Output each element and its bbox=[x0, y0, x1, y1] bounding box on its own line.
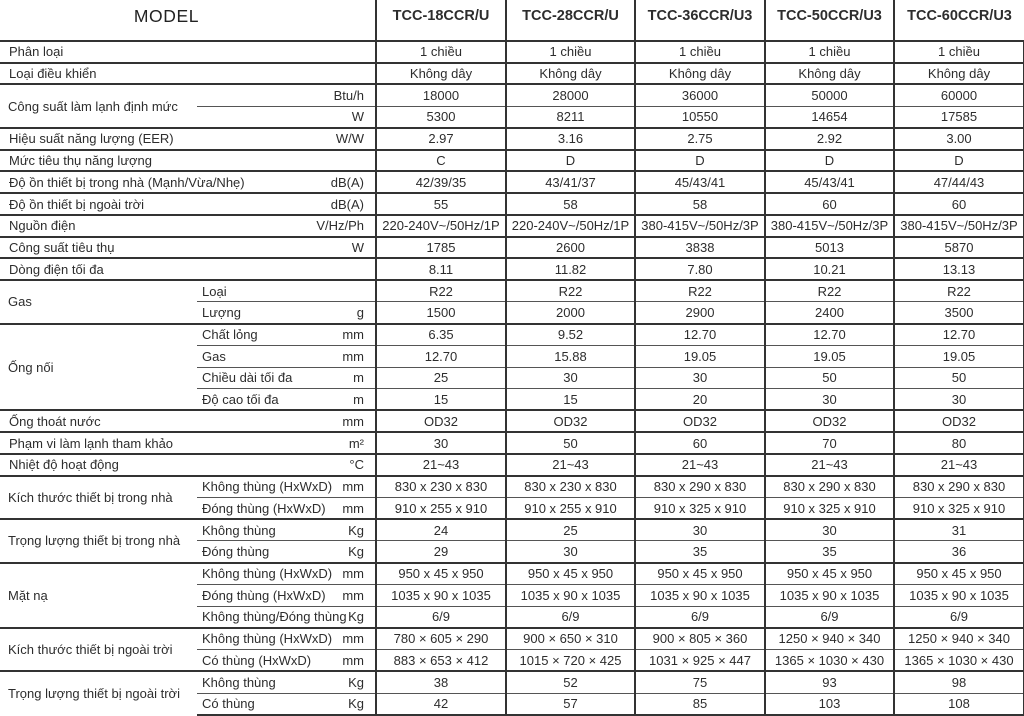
cell-value: 28000 bbox=[506, 84, 635, 106]
row-unit: dB(A) bbox=[330, 174, 364, 190]
row-unit: mm bbox=[342, 566, 364, 582]
table-row bbox=[0, 63, 1024, 85]
cell-value: 47/44/43 bbox=[894, 171, 1024, 193]
row-sublabel: Gas bbox=[202, 348, 226, 364]
cell-value: 70 bbox=[765, 432, 894, 454]
cell-value: 900 × 650 × 310 bbox=[506, 628, 635, 650]
cell-value: 50 bbox=[894, 367, 1024, 389]
table-row bbox=[0, 324, 1024, 346]
cell-value: 1035 x 90 x 1035 bbox=[894, 584, 1024, 606]
cell-value: 830 x 290 x 830 bbox=[894, 476, 1024, 498]
row-sublabel: Chất lỏng bbox=[202, 327, 258, 343]
cell-value: 1250 × 940 × 340 bbox=[894, 628, 1024, 650]
cell-value: 29 bbox=[376, 541, 506, 563]
row-unit: mm bbox=[342, 652, 364, 668]
cell-value: 21~43 bbox=[894, 454, 1024, 476]
cell-value: 3838 bbox=[635, 237, 765, 259]
cell-value: 5300 bbox=[376, 106, 506, 128]
cell-value: 2.75 bbox=[635, 128, 765, 150]
cell-value: 2000 bbox=[506, 302, 635, 324]
cell-value: OD32 bbox=[635, 410, 765, 432]
row-unit: Kg bbox=[348, 522, 364, 538]
table-row bbox=[0, 671, 1024, 693]
row-label: Phân loại bbox=[9, 44, 64, 60]
cell-value: 19.05 bbox=[765, 345, 894, 367]
cell-value: 1035 x 90 x 1035 bbox=[635, 584, 765, 606]
cell-value: 830 x 230 x 830 bbox=[506, 476, 635, 498]
cell-value: 1500 bbox=[376, 302, 506, 324]
model-header-tcc-18: TCC-18CCR/U bbox=[376, 0, 506, 41]
cell-value: 2.97 bbox=[376, 128, 506, 150]
cell-value: OD32 bbox=[376, 410, 506, 432]
model-label: MODEL bbox=[0, 0, 376, 41]
cell-value: 30 bbox=[635, 367, 765, 389]
cell-value: 950 x 45 x 950 bbox=[376, 563, 506, 585]
cell-value: 6/9 bbox=[506, 606, 635, 628]
cell-value: R22 bbox=[506, 280, 635, 302]
cell-value: 60 bbox=[635, 432, 765, 454]
row-unit: m² bbox=[348, 435, 364, 451]
row-unit: mm bbox=[342, 348, 364, 364]
row-sublabel: Không thùng (HxWxD) bbox=[202, 631, 333, 647]
table-row bbox=[0, 41, 1024, 63]
cell-value: 12.70 bbox=[765, 324, 894, 346]
cell-value: 45/43/41 bbox=[765, 171, 894, 193]
cell-value: 1 chiều bbox=[894, 41, 1024, 63]
cell-value: 43/41/37 bbox=[506, 171, 635, 193]
row-unit: dB(A) bbox=[330, 196, 364, 212]
row-unit: m bbox=[353, 391, 364, 407]
cell-value: 50 bbox=[765, 367, 894, 389]
cell-value: 910 x 325 x 910 bbox=[765, 497, 894, 519]
cell-value: 60 bbox=[894, 193, 1024, 215]
cell-value: 830 x 290 x 830 bbox=[765, 476, 894, 498]
row-unit: W bbox=[351, 239, 364, 255]
cell-value: 21~43 bbox=[376, 454, 506, 476]
group-label: Gas bbox=[0, 280, 197, 323]
cell-value: 1 chiều bbox=[765, 41, 894, 63]
cell-value: 19.05 bbox=[894, 345, 1024, 367]
group-label: Ống nối bbox=[0, 324, 197, 411]
cell-value: Không dây bbox=[894, 63, 1024, 85]
group-label: Kích thước thiết bị ngoài trời bbox=[0, 628, 197, 671]
cell-value: 14654 bbox=[765, 106, 894, 128]
cell-value: 60 bbox=[765, 193, 894, 215]
row-unit: Kg bbox=[348, 696, 364, 712]
cell-value: 30 bbox=[506, 367, 635, 389]
cell-value: 6.35 bbox=[376, 324, 506, 346]
cell-value: 25 bbox=[376, 367, 506, 389]
row-sublabel: Không thùng/Đóng thùng bbox=[202, 609, 347, 625]
table-row bbox=[0, 215, 1024, 237]
table-row bbox=[0, 519, 1024, 541]
cell-value: 93 bbox=[765, 671, 894, 693]
cell-value: 75 bbox=[635, 671, 765, 693]
cell-value: 910 x 325 x 910 bbox=[894, 497, 1024, 519]
cell-value: 108 bbox=[894, 693, 1024, 715]
cell-value: 910 x 255 x 910 bbox=[376, 497, 506, 519]
row-label: Nguồn điện bbox=[9, 218, 76, 234]
header-row bbox=[0, 0, 1024, 41]
cell-value: 3.16 bbox=[506, 128, 635, 150]
row-label: Loại điều khiển bbox=[9, 66, 97, 82]
cell-value: D bbox=[506, 150, 635, 172]
row-sublabel: Không thùng bbox=[202, 674, 276, 690]
cell-value: 950 x 45 x 950 bbox=[765, 563, 894, 585]
cell-value: 42/39/35 bbox=[376, 171, 506, 193]
cell-value: 85 bbox=[635, 693, 765, 715]
cell-value: 3500 bbox=[894, 302, 1024, 324]
cell-value: 8211 bbox=[506, 106, 635, 128]
cell-value: D bbox=[894, 150, 1024, 172]
cell-value: 1250 × 940 × 340 bbox=[765, 628, 894, 650]
cell-value: 8.11 bbox=[376, 258, 506, 280]
cell-value: 910 x 255 x 910 bbox=[506, 497, 635, 519]
cell-value: 1035 x 90 x 1035 bbox=[506, 584, 635, 606]
cell-value: 780 × 605 × 290 bbox=[376, 628, 506, 650]
cell-value: 13.13 bbox=[894, 258, 1024, 280]
cell-value: 220-240V~/50Hz/1P bbox=[376, 215, 506, 237]
row-label: Mức tiêu thụ năng lượng bbox=[9, 153, 153, 169]
cell-value: 30 bbox=[376, 432, 506, 454]
row-label: Công suất tiêu thụ bbox=[9, 239, 115, 255]
cell-value: 2400 bbox=[765, 302, 894, 324]
group-label: Mặt nạ bbox=[0, 563, 197, 628]
group-label: Kích thước thiết bị trong nhà bbox=[0, 476, 197, 519]
cell-value: 50000 bbox=[765, 84, 894, 106]
cell-value: 5013 bbox=[765, 237, 894, 259]
table-row bbox=[0, 628, 1024, 650]
cell-value: 30 bbox=[506, 541, 635, 563]
table-row bbox=[0, 128, 1024, 150]
row-sublabel: Lượng bbox=[202, 304, 241, 320]
cell-value: 900 × 805 × 360 bbox=[635, 628, 765, 650]
row-unit: g bbox=[356, 304, 364, 320]
cell-value: 910 x 325 x 910 bbox=[635, 497, 765, 519]
row-unit: mm bbox=[342, 413, 364, 429]
cell-value: 58 bbox=[635, 193, 765, 215]
row-unit: W bbox=[351, 109, 364, 125]
cell-value: 30 bbox=[635, 519, 765, 541]
cell-value: 380-415V~/50Hz/3P bbox=[894, 215, 1024, 237]
cell-value: 60000 bbox=[894, 84, 1024, 106]
row-unit: mm bbox=[342, 587, 364, 603]
table-row bbox=[0, 280, 1024, 302]
cell-value: 1365 × 1030 × 430 bbox=[765, 650, 894, 672]
cell-value: Không dây bbox=[765, 63, 894, 85]
cell-value: 830 x 230 x 830 bbox=[376, 476, 506, 498]
cell-value: 6/9 bbox=[635, 606, 765, 628]
cell-value: OD32 bbox=[894, 410, 1024, 432]
cell-value: 1035 x 90 x 1035 bbox=[376, 584, 506, 606]
group-label: Công suất làm lạnh định mức bbox=[0, 84, 197, 127]
table-row bbox=[0, 237, 1024, 259]
cell-value: 42 bbox=[376, 693, 506, 715]
cell-value: 57 bbox=[506, 693, 635, 715]
table-row bbox=[0, 410, 1024, 432]
cell-value: 21~43 bbox=[635, 454, 765, 476]
row-sublabel: Loại bbox=[202, 283, 227, 299]
cell-value: 1 chiều bbox=[506, 41, 635, 63]
table-row bbox=[0, 258, 1024, 280]
row-label: Dòng điện tối đa bbox=[9, 261, 104, 277]
cell-value: 15 bbox=[376, 389, 506, 411]
row-sublabel: Chiều dài tối đa bbox=[202, 370, 293, 386]
cell-value: 20 bbox=[635, 389, 765, 411]
cell-value: Không dây bbox=[635, 63, 765, 85]
table-row bbox=[0, 432, 1024, 454]
row-sublabel: Đóng thùng (HxWxD) bbox=[202, 587, 326, 603]
cell-value: 1035 x 90 x 1035 bbox=[765, 584, 894, 606]
cell-value: Không dây bbox=[376, 63, 506, 85]
row-label: Độ ồn thiết bị trong nhà (Mạnh/Vừa/Nhẹ) bbox=[9, 174, 245, 190]
row-sublabel: Đóng thùng (HxWxD) bbox=[202, 500, 326, 516]
row-label: Hiệu suất năng lượng (EER) bbox=[9, 131, 174, 147]
table-row bbox=[0, 193, 1024, 215]
cell-value: 380-415V~/50Hz/3P bbox=[765, 215, 894, 237]
cell-value: 31 bbox=[894, 519, 1024, 541]
cell-value: 1031 × 925 × 447 bbox=[635, 650, 765, 672]
cell-value: 5870 bbox=[894, 237, 1024, 259]
row-sublabel: Không thùng (HxWxD) bbox=[202, 479, 333, 495]
cell-value: 18000 bbox=[376, 84, 506, 106]
cell-value: 24 bbox=[376, 519, 506, 541]
cell-value: 12.70 bbox=[376, 345, 506, 367]
cell-value: 30 bbox=[765, 389, 894, 411]
cell-value: 3.00 bbox=[894, 128, 1024, 150]
cell-value: 21~43 bbox=[506, 454, 635, 476]
cell-value: 19.05 bbox=[635, 345, 765, 367]
model-header-tcc-36: TCC-36CCR/U3 bbox=[635, 0, 765, 41]
cell-value: 50 bbox=[506, 432, 635, 454]
cell-value: R22 bbox=[635, 280, 765, 302]
cell-value: 6/9 bbox=[376, 606, 506, 628]
cell-value: 36 bbox=[894, 541, 1024, 563]
cell-value: 52 bbox=[506, 671, 635, 693]
cell-value: 25 bbox=[506, 519, 635, 541]
cell-value: 1 chiều bbox=[376, 41, 506, 63]
cell-value: 380-415V~/50Hz/3P bbox=[635, 215, 765, 237]
cell-value: 6/9 bbox=[765, 606, 894, 628]
group-label: Trọng lượng thiết bị ngoài trời bbox=[0, 671, 197, 715]
cell-value: 883 × 653 × 412 bbox=[376, 650, 506, 672]
cell-value: OD32 bbox=[506, 410, 635, 432]
cell-value: C bbox=[376, 150, 506, 172]
row-unit: mm bbox=[342, 327, 364, 343]
cell-value: 950 x 45 x 950 bbox=[635, 563, 765, 585]
cell-value: 55 bbox=[376, 193, 506, 215]
cell-value: 10.21 bbox=[765, 258, 894, 280]
cell-value: R22 bbox=[894, 280, 1024, 302]
cell-value: 2.92 bbox=[765, 128, 894, 150]
cell-value: 15 bbox=[506, 389, 635, 411]
row-unit: Btu/h bbox=[333, 88, 364, 104]
row-unit: mm bbox=[342, 479, 364, 495]
cell-value: 38 bbox=[376, 671, 506, 693]
row-sublabel: Có thùng bbox=[202, 696, 255, 712]
cell-value: 1 chiều bbox=[635, 41, 765, 63]
cell-value: 830 x 290 x 830 bbox=[635, 476, 765, 498]
row-unit: Kg bbox=[348, 544, 364, 559]
row-sublabel: Không thùng (HxWxD) bbox=[202, 566, 333, 582]
row-sublabel: Đóng thùng bbox=[202, 544, 270, 559]
cell-value: 30 bbox=[765, 519, 894, 541]
cell-value: 35 bbox=[765, 541, 894, 563]
cell-value: D bbox=[765, 150, 894, 172]
cell-value: 2900 bbox=[635, 302, 765, 324]
cell-value: 45/43/41 bbox=[635, 171, 765, 193]
row-unit: Kg bbox=[348, 674, 364, 690]
table-row bbox=[0, 84, 1024, 106]
cell-value: 80 bbox=[894, 432, 1024, 454]
row-unit: mm bbox=[342, 631, 364, 647]
cell-value: 12.70 bbox=[894, 324, 1024, 346]
cell-value: 10550 bbox=[635, 106, 765, 128]
table-row bbox=[0, 171, 1024, 193]
table-row bbox=[0, 476, 1024, 498]
cell-value: 30 bbox=[894, 389, 1024, 411]
cell-value: 9.52 bbox=[506, 324, 635, 346]
row-sublabel: Độ cao tối đa bbox=[202, 391, 279, 407]
cell-value: R22 bbox=[765, 280, 894, 302]
cell-value: 220-240V~/50Hz/1P bbox=[506, 215, 635, 237]
row-label: Ống thoát nước bbox=[9, 413, 101, 429]
table-row bbox=[0, 563, 1024, 585]
row-unit: W/W bbox=[335, 131, 364, 147]
row-sublabel: Có thùng (HxWxD) bbox=[202, 652, 312, 668]
cell-value: 1015 × 720 × 425 bbox=[506, 650, 635, 672]
cell-value: Không dây bbox=[506, 63, 635, 85]
cell-value: 12.70 bbox=[635, 324, 765, 346]
model-header-tcc-50: TCC-50CCR/U3 bbox=[765, 0, 894, 41]
row-unit: mm bbox=[342, 500, 364, 516]
cell-value: 35 bbox=[635, 541, 765, 563]
row-unit: °C bbox=[349, 457, 364, 473]
row-label: Độ ồn thiết bị ngoài trời bbox=[9, 196, 144, 212]
group-label: Trọng lượng thiết bị trong nhà bbox=[0, 519, 197, 562]
model-header-tcc-28: TCC-28CCR/U bbox=[506, 0, 635, 41]
cell-value: 15.88 bbox=[506, 345, 635, 367]
model-header-tcc-60: TCC-60CCR/U3 bbox=[894, 0, 1024, 41]
cell-value: 17585 bbox=[894, 106, 1024, 128]
cell-value: 11.82 bbox=[506, 258, 635, 280]
cell-value: 950 x 45 x 950 bbox=[894, 563, 1024, 585]
cell-value: 7.80 bbox=[635, 258, 765, 280]
cell-value: 6/9 bbox=[894, 606, 1024, 628]
row-label: Nhiệt độ hoạt động bbox=[9, 457, 119, 473]
row-unit: m bbox=[353, 370, 364, 386]
cell-value: 98 bbox=[894, 671, 1024, 693]
row-unit: Kg bbox=[348, 609, 364, 625]
table-row bbox=[0, 150, 1024, 172]
cell-value: 2600 bbox=[506, 237, 635, 259]
cell-value: 1785 bbox=[376, 237, 506, 259]
cell-value: D bbox=[635, 150, 765, 172]
cell-value: 21~43 bbox=[765, 454, 894, 476]
table-row bbox=[0, 454, 1024, 476]
row-label: Phạm vi làm lạnh tham khảo bbox=[9, 435, 174, 451]
row-sublabel: Không thùng bbox=[202, 522, 276, 538]
cell-value: 58 bbox=[506, 193, 635, 215]
cell-value: R22 bbox=[376, 280, 506, 302]
cell-value: OD32 bbox=[765, 410, 894, 432]
cell-value: 103 bbox=[765, 693, 894, 715]
cell-value: 36000 bbox=[635, 84, 765, 106]
cell-value: 1365 × 1030 × 430 bbox=[894, 650, 1024, 672]
cell-value: 950 x 45 x 950 bbox=[506, 563, 635, 585]
row-unit: V/Hz/Ph bbox=[316, 218, 364, 234]
